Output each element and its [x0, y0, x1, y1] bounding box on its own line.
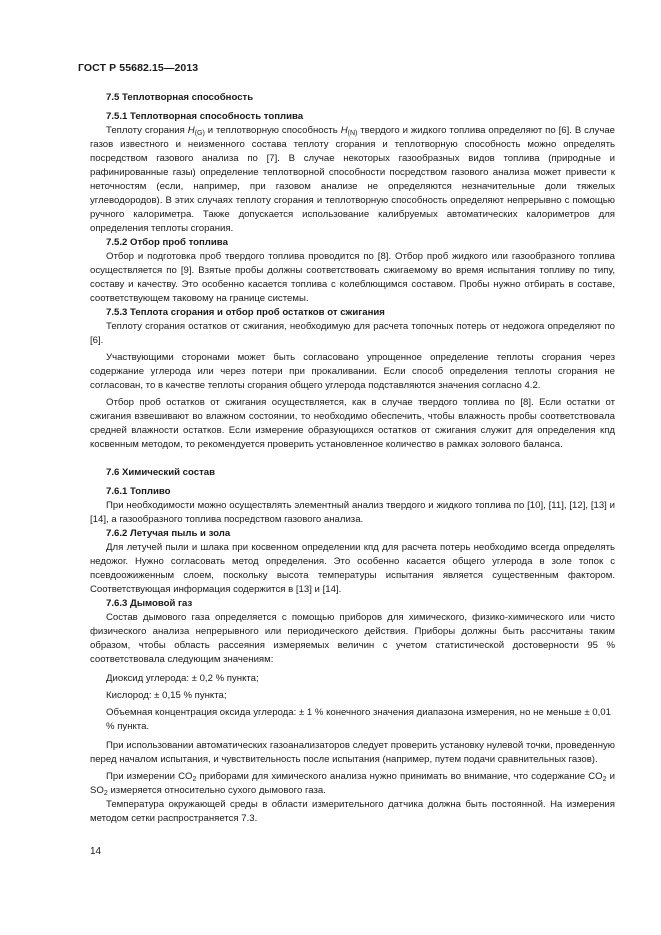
- section-7-6-3-paragraph-4: Температура окружающей среды в области измерительного датчика должна быть постоянной. На измерения методом сетки распространяется 7.3.: [90, 799, 615, 824]
- list-item: Объемная концентрация оксида углерода: ± 1 % конечного значения диапазона измерения, но не меньше ± 0,01 % пункта.: [106, 707, 611, 732]
- document-body: [90, 91, 615, 826]
- section-7-6-3-paragraph-2: При использовании автоматических газоанализаторов следует проверить установку нулевой точки, проведенную перед началом испытания, и чувствительность после испытания (например, путем подачи сравнительных газов).: [90, 740, 615, 765]
- section-7-6-1-paragraph: При необходимости можно осуществлять элементный анализ твердого и жидкого топлива по [10], [11], [12], [13] и [14], а газообразного топлива посредством газового анализа.: [90, 500, 615, 525]
- section-7-6-3-paragraph-1: Состав дымового газа определяется с помощью приборов для химического, физико-химического или чисто физического анализа непрерывного или периодического действия. Приборы должны быть рассчитаны таким образом, чтобы область рассеяния измеряемых величин с учетом статистической достоверности 95 % соответствовала следующим значениям:: [90, 612, 615, 665]
- page-number: 14: [90, 846, 102, 857]
- section-7-5-heading: 7.5 Теплотворная способность: [106, 92, 254, 103]
- document-header: ГОСТ Р 55682.15—2013: [78, 62, 199, 74]
- section-7-6-2-paragraph: Для летучей пыли и шлака при косвенном определении кпд для расчета потерь необходимо всегда определять недожог. Нужно согласовать метод определения. Это особенно касается общего углерода в золе топок с псевдоожиженным слоем, поскольку высота температуры испытания является существенным фактором. Соответствующая информация содержится в [13] и [14].: [90, 542, 615, 595]
- section-7-5-3-paragraph-1: Теплоту сгорания остатков от сжигания, необходимую для расчета топочных потерь от недожога определяют по [6].: [90, 321, 615, 346]
- section-7-6-3-paragraph-3: При измерении $CO_2$ приборами для химического анализа нужно принимать во внимание, что содержание $CO_2$ и $SO_2$ измеряется относительно сухого дымового газа.: [90, 771, 615, 797]
- section-7-6-3-heading: 7.6.3 Дымовой газ: [106, 598, 193, 609]
- list-item: Кислород: ± 0,15 % пункта;: [106, 690, 227, 701]
- section-7-6-heading: 7.6 Химический состав: [106, 467, 216, 478]
- section-7-5-2-heading: 7.5.2 Отбор проб топлива: [106, 237, 228, 248]
- section-7-5-3-paragraph-3: Отбор проб остатков от сжигания осуществляется, как в случае твердого топлива по [8]. Если остатки от сжигания взвешивают во влажном состоянии, то необходимо обеспечить, чтобы влажность пробы соответствовала средней влажности остатков. Если измерение образующихся остатков от сжигания служит для определения кпд косвенным методом, то рекомендуется проверить установленное количество в рамках золового баланса.: [90, 397, 615, 450]
- section-7-5-3-paragraph-2: Участвующими сторонами может быть согласовано упрощенное определение теплоты сгорания через содержание углерода или через потери при прокаливании. Если способ определения теплоты сгорания не согласован, то в качестве теплоты сгорания общего углерода подставляются значения согласно 4.2.: [90, 352, 615, 391]
- section-7-5-1-heading: 7.5.1 Теплотворная способность топлива: [106, 111, 304, 122]
- section-7-6-2-heading: 7.6.2 Летучая пыль и зола: [106, 528, 231, 539]
- section-7-5-1-paragraph: Теплоту сгорания $H_{(G)}$ и теплотворную способность $H_{(N)}$ твердого и жидкого топлива определяют по [6]. В случае газов известного и неизменного состава теплоту сгорания и теплотворную способность можно определять посредством газового анализа по [7]. В случае некоторых газообразных видов топлива (природные и рафинированные газы) определение теплотворной способности посредством газового анализа может привести к неточностям (если, например, при газовом анализе не определяются незначительные доли тяжелых углеводородов). В этих случаях теплоту сгорания и теплотворную способность определяют непрерывно с помощью ручного калориметра. Также допускается использование калибруемых автоматических калориметров для определения теплоты сгорания.: [90, 125, 615, 234]
- section-7-6-1-heading: 7.6.1 Топливо: [106, 486, 171, 497]
- section-7-5-2-paragraph: Отбор и подготовка проб твердого топлива проводится по [8]. Отбор проб жидкого или газообразного топлива осуществляется по [9]. Взятые пробы должны соответствовать сжигаемому во время испытания топливу по типу, составу и качеству. Это особенно касается топлива с колеблющимся составом. Пробы нужно отбирать в составе, соответствующем таковому на границе системы.: [90, 251, 615, 304]
- list-item: Диоксид углерода: ± 0,2 % пункта;: [106, 673, 259, 684]
- section-7-5-3-heading: 7.5.3 Теплота сгорания и отбор проб остатков от сжигания: [106, 307, 385, 318]
